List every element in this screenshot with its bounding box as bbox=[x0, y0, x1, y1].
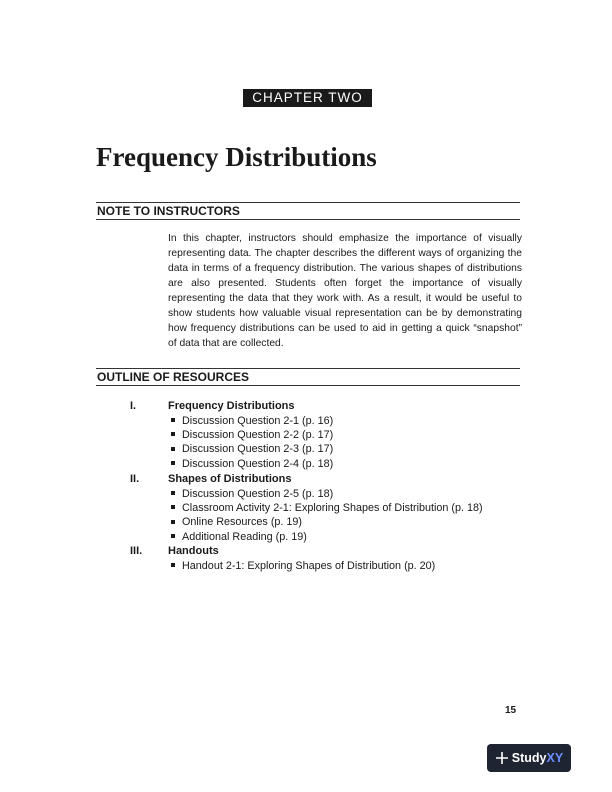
note-paragraph: In this chapter, instructors should emphasize the importance of visually representing data. The chapter describes the different ways of organizing the data in terms of a frequency distribution. The various shapes of distributions are also presented. Students often forget the importance of visually representing the data that they work with. As a result, it would be useful to show students how valuable visual representation can be by demonstrating how frequency distributions can be used to aid in getting a quick “snapshot” of data that are collected. bbox=[168, 233, 522, 349]
bullet-icon bbox=[171, 432, 175, 436]
sublist-item-text: Online Resources (p. 19) bbox=[182, 516, 303, 529]
sublist-item bbox=[168, 487, 483, 501]
outline-sublist bbox=[168, 414, 333, 471]
sublist-item bbox=[168, 501, 483, 515]
logo-text-xy: XY bbox=[546, 751, 564, 765]
sublist-item bbox=[168, 530, 483, 544]
logo-text-study: Study bbox=[511, 751, 547, 765]
sublist-item bbox=[168, 414, 333, 428]
bullet-icon bbox=[171, 447, 175, 451]
outline-item-title: Handouts bbox=[168, 545, 219, 557]
bullet-icon bbox=[171, 491, 175, 495]
bullet-icon bbox=[171, 563, 175, 567]
note-section-heading: NOTE TO INSTRUCTORS bbox=[96, 202, 520, 220]
sublist-item bbox=[168, 428, 333, 442]
sublist-item-text: Discussion Question 2-2 (p. 17) bbox=[182, 429, 334, 442]
outline-item-title: Frequency Distributions bbox=[168, 400, 295, 412]
sublist-item bbox=[168, 515, 483, 529]
page-title: Frequency Distributions bbox=[96, 142, 377, 172]
sublist-item-text: Handout 2-1: Exploring Shapes of Distribution (p. 20) bbox=[182, 560, 436, 572]
bullet-icon bbox=[171, 461, 175, 465]
outline-numeral: II. bbox=[130, 473, 140, 485]
sublist-item bbox=[168, 457, 333, 471]
plus-icon bbox=[495, 751, 509, 765]
sublist-item bbox=[168, 442, 333, 456]
outline-numeral: I. bbox=[130, 400, 137, 412]
outline-numeral: III. bbox=[130, 545, 143, 557]
sublist-item-text: Classroom Activity 2-1: Exploring Shapes of Distribution (p. 18) bbox=[182, 502, 483, 515]
outline-item-title: Shapes of Distributions bbox=[168, 473, 292, 485]
chapter-label: CHAPTER TWO bbox=[243, 89, 372, 107]
sublist-item-text: Discussion Question 2-1 (p. 16) bbox=[182, 415, 334, 427]
bullet-icon bbox=[171, 534, 175, 538]
bullet-icon bbox=[171, 418, 175, 422]
outline-sublist bbox=[168, 559, 435, 573]
sublist-item bbox=[168, 559, 435, 573]
sublist-item-text: Discussion Question 2-4 (p. 18) bbox=[182, 457, 334, 470]
page-number: 15 bbox=[505, 705, 517, 716]
studyxy-logo bbox=[487, 744, 571, 772]
outline-sublist bbox=[168, 487, 483, 544]
sublist-item-text: Discussion Question 2-5 (p. 18) bbox=[182, 488, 334, 500]
sublist-item-text: Discussion Question 2-3 (p. 17) bbox=[182, 443, 334, 456]
sublist-item-text: Additional Reading (p. 19) bbox=[182, 530, 307, 543]
outline-section-heading: OUTLINE OF RESOURCES bbox=[96, 368, 520, 386]
bullet-icon bbox=[171, 520, 175, 524]
bullet-icon bbox=[171, 505, 175, 509]
